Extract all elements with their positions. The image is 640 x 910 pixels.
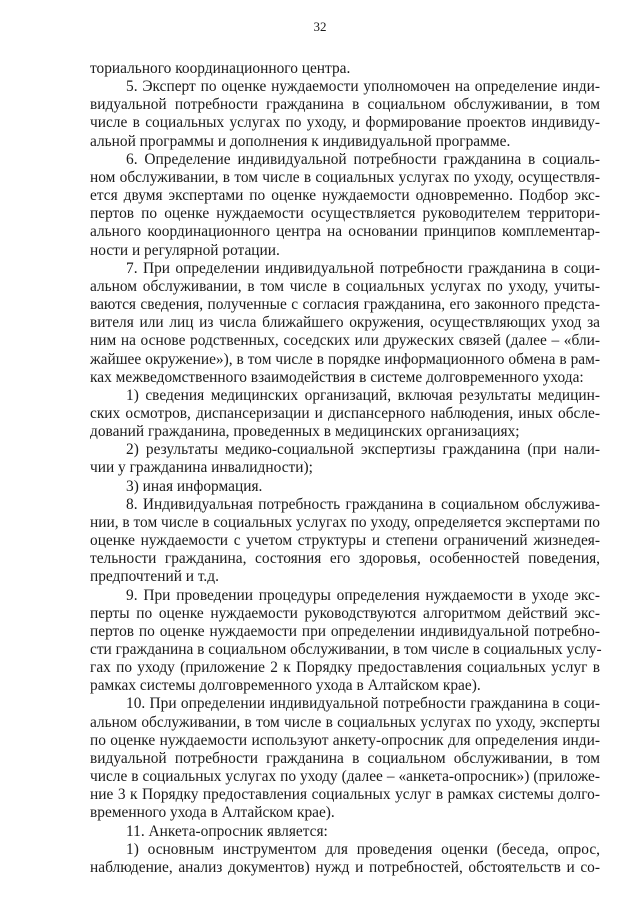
text-line: предпочтений и т.д. [90,568,219,586]
text-line: видуальной потребности гражданина в социальном обслуживании, в том [90,96,600,114]
text-line: ним на основе родственных, соседских или дружеских связей (далее – «бли- [90,332,600,350]
text-line: ется двумя экспертами по оценке нуждаемости одновременно. Подбор экс- [90,187,600,205]
text-line: 6. Определение индивидуальной потребности гражданина в социаль- [126,150,600,168]
document-body [90,60,600,877]
text-line: 3) иная информация. [126,477,263,495]
text-line: оценке нуждаемости с учетом структуры и степени ограничений жизнедея- [90,532,600,550]
text-line: альном обслуживании, в том числе в социальных услугах по уходу, учиты- [90,277,600,295]
text-line: 8. Индивидуальная потребность гражданина в социальном обслужива- [126,495,600,513]
text-line: ских осмотров, диспансеризации и диспансерного наблюдения, иных обсле- [90,404,600,422]
text-line: ном обслуживании, в том числе в социальных услугах по уходу, осуществля- [90,168,600,186]
text-line: нии, в том числе в социальных услугах по уходу, определяется экспертами по [90,513,600,531]
text-line: 2) результаты медико-социальной экспертизы гражданина (при нали- [126,441,600,459]
text-line: вителя или лиц из числа ближайшего окружения, осуществляющих уход за [90,314,600,332]
text-line: числе в социальных услугах по уходу (далее – «анкета-опросник») (приложе- [90,768,600,786]
text-line: ках межведомственного взаимодействия в системе долговременного ухода: [90,368,584,386]
text-line: перты по оценке нуждаемости руководствуются алгоритмом действий экс- [90,604,600,622]
text-line: дований гражданина, проведенных в медицинских организациях; [90,423,520,441]
text-line: пертов по оценке нуждаемости при определении индивидуальной потребно- [90,622,600,640]
text-line: ального координационного центра на основании принципов комплементар- [90,223,600,241]
text-line: чии у гражданина инвалидности); [90,459,313,477]
text-line: ние 3 к Порядку предоставления социальных услуг в рамках системы долго- [90,786,600,804]
text-line: 11. Анкета-опросник является: [126,822,328,840]
text-line: рамках системы долговременного ухода в Алтайском крае). [90,677,481,695]
text-line: жайшее окружение»), в том числе в порядке информационного обмена в рам- [90,350,600,368]
text-line: ности и регулярной ротации. [90,241,280,259]
text-line: пертов по оценке нуждаемости осуществляется руководителем территори- [90,205,600,223]
text-line: 1) основным инструментом для проведения оценки (беседа, опрос, [126,840,600,858]
page-number: 32 [313,19,327,34]
text-line: гах по уходу (приложение 2 к Порядку предоставления социальных услуг в [90,659,600,677]
text-line: 7. При определении индивидуальной потребности гражданина в соци- [126,259,600,277]
text-line: сти гражданина в социальном обслуживании, в том числе в социальных услу- [90,641,602,658]
text-line: временного ухода в Алтайском крае). [90,804,335,822]
text-line: альной программы и дополнения к индивидуальной программе. [90,132,511,150]
text-line: 10. При определении индивидуальной потребности гражданина в соци- [126,695,600,713]
text-line: наблюдение, анализ документов) нужд и потребностей, обстоятельств и со- [90,858,600,876]
text-line: альном обслуживании, в том числе в социальных услугах по уходу, эксперты [90,713,600,731]
text-line: числе в социальных услугах по уходу, и формирование проектов индивиду- [90,114,600,132]
text-line: тельности гражданина, состояния его здоровья, особенностей поведения, [90,550,600,568]
text-line: 9. При проведении процедуры определения нуждаемости в уходе экс- [126,586,600,604]
text-line: ваются сведения, полученные с согласия гражданина, его законного предста- [90,296,600,314]
text-line: по оценке нуждаемости используют анкету-опросник для определения инди- [90,731,600,749]
text-line: 5. Эксперт по оценке нуждаемости уполномочен на определение инди- [126,78,600,96]
text-line: ториального координационного центра. [90,60,351,77]
text-line: 1) сведения медицинских организаций, включая результаты медицин- [126,386,600,404]
text-line: видуальной потребности гражданина в социальном обслуживании, в том [90,749,600,767]
